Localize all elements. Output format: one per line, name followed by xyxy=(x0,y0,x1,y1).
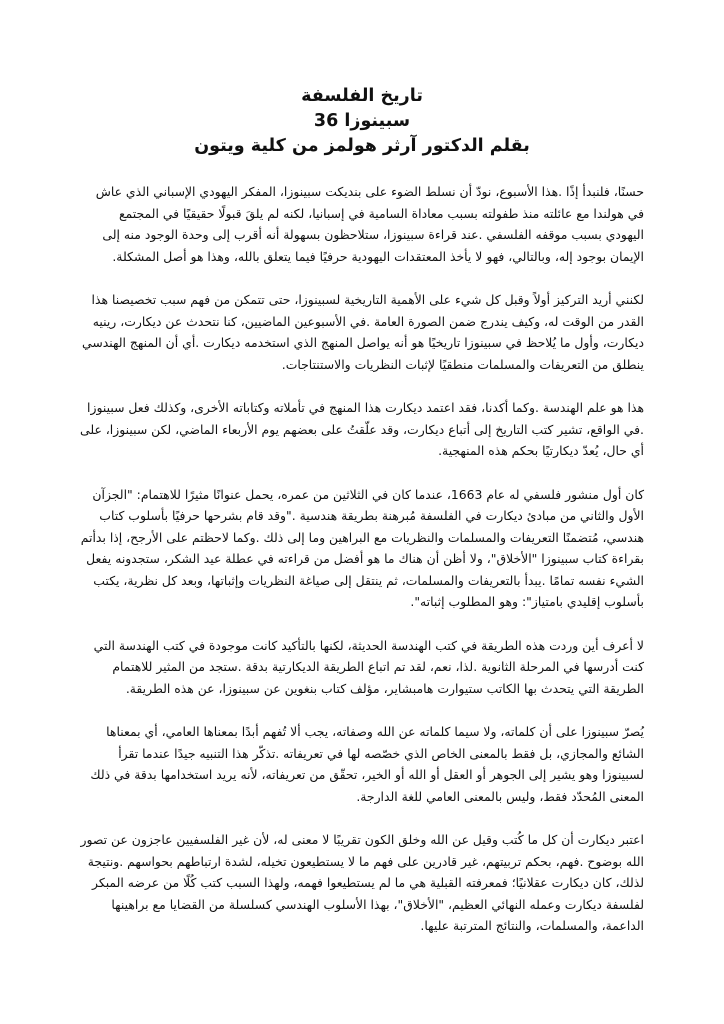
body-paragraph-6: يُصرّ سبينوزا على أن كلماته، ولا سيما كلماته عن الله وصفاته، يجب ألا تُفهم أبدًا بمعناها العامي، أي بمعناها الشائع والمجازي، بل فقط بالمعنى الخاص الذي خصّصه لها في تعريفاته .تذكّر هذا التنبيه جيدًا عندما تقرأ لسبينوزا وهو يشير إلى الجوهر أو العقل أو الله أو الخير، تحقّق من تعريفاته، لأنه يريد استخدامها بدقة في ذلك المعنى المُحدّد فقط، وليس بالمعنى العامي للغة الدارجة. xyxy=(90,724,644,804)
body-paragraph-1: حسنًا، فلنبدأ إذًا .هذا الأسبوع، نودّ أن نسلط الضوء على بنديكت سبينوزا، المفكر اليهودي الإسباني الذي عاش في هولندا مع عائلته منذ طفولته بسبب معاداة السامية في إسبانيا، لكنه لم يلقَ قبولًا حقيقيًا في المجتمع اليهودي بسبب موقفه الفلسفي .عند قراءة سبينوزا، ستلاحظون بسهولة أنه أقرب إلى وحدة الوجود منه إلى الإيمان بوجود إله، وبالتالي، فهو لا يأخذ المعتقدات اليهودية حرفيًا فيما يتعلق بالله، وهذا هو أصل المشكلة. xyxy=(95,184,644,264)
document-title xyxy=(80,84,644,159)
body-paragraph-2: لكنني أريد التركيز أولاً وقبل كل شيء على الأهمية التاريخية لسبينوزا، حتى تتمكن من فهم سبب تخصيصنا هذا القدر من الوقت له، وكيف يندرج ضمن الصورة العامة .في الأسبوعين الماضيين، كنا نتحدث عن ديكارت، رينيه ديكارت، وأول ما يُلاحظ في سبينوزا تاريخيًا هو أنه يواصل المنهج الذي استخدمه ديكارت .أي أن المنهج الهندسي ينطلق من التعريفات والمسلمات منطقيًا لإثبات النظريات والاستنتاجات. xyxy=(82,292,644,372)
body-paragraph-3: هذا هو علم الهندسة .وكما أكدنا، فقد اعتمد ديكارت هذا المنهج في تأملاته وكتاباته الأخرى، وكذلك فعل سبينوزا .في الواقع، تشير كتب التاريخ إلى أتباع ديكارت، وقد علّقتُ على بعضهم يوم الأربعاء الماضي، لكن سبينوزا، على أي حال، يُعدّ ديكارتيًا بحكم هذه المنهجية. xyxy=(80,400,644,458)
title-line-subject: تاريخ الفلسفة xyxy=(301,86,423,106)
title-line-author: بقلم الدكتور آرثر هولمز من كلية ويتون xyxy=(194,136,530,156)
body-paragraph-5: لا أعرف أين وردت هذه الطريقة في كتب الهندسة الحديثة، لكنها بالتأكيد كانت موجودة في كتب الهندسة التي كنت أدرسها في المرحلة الثانوية .لذا، نعم، لقد تم اتباع الطريقة الديكارتية بدقة .ستجد من المثير للاهتمام الطريقة التي يتحدث بها الكاتب ستيوارت هامبشاير، مؤلف كتاب بنغوين عن سبينوزا، عن هذه الطريقة. xyxy=(93,637,644,696)
title-line-lecture: سبينوزا 36 xyxy=(313,111,411,131)
body-paragraph-7: اعتبر ديكارت أن كل ما كُتب وقيل عن الله وخلق الكون تقريبًا لا معنى له، لأن غير الفلسفيين عاجزون عن تصور الله بوضوح .فهم، بحكم تربيتهم، غير قادرين على فهم ما لا يستطيعون تخيله، لشدة ارتباطهم بحواسهم .ونتيجة لذلك، كان ديكارت عقلانيًا؛ فمعرفته القبلية هي ما لم يستطيعوا فهمه، ولهذا السبب كتب كُلًا من عرضه المبكر لفلسفة ديكارت وعمله النهائي العظيم، "الأخلاق"، بهذا الأسلوب الهندسي كسلسلة من القضايا مع براهينها الداعمة، والمسلمات، والنتائج المترتبة عليها. xyxy=(80,832,644,933)
body-paragraph-4: كان أول منشور فلسفي له عام 1663، عندما كان في الثلاثين من عمره، يحمل عنوانًا مثيرًا للاهتمام: "الجزآن الأول والثاني من مبادئ ديكارت في الفلسفة مُبرهنة بطريقة هندسية ."وقد قام بشرحها حرفيًا بأسلوب كتاب هندسي، مُتضمنًا التعريفات والمسلمات والنظريات مع البراهين وما إلى ذلك .وكما لاحظتم على الأرجح، إذا بدأتم بقراءة كتاب سبينوزا "الأخلاق"، ولا أظن أن هناك ما هو أفضل من قراءته في عطلة عيد الشكر، ستجدونه يفعل الشيء نفسه تمامًا .يبدأ بالتعريفات والمسلمات، ثم ينتقل إلى صياغة النظريات وإثباتها، وبعد كل نظرية، يكتب بأسلوب إقليدي بامتياز": وهو المطلوب إثباته". xyxy=(80,486,644,609)
